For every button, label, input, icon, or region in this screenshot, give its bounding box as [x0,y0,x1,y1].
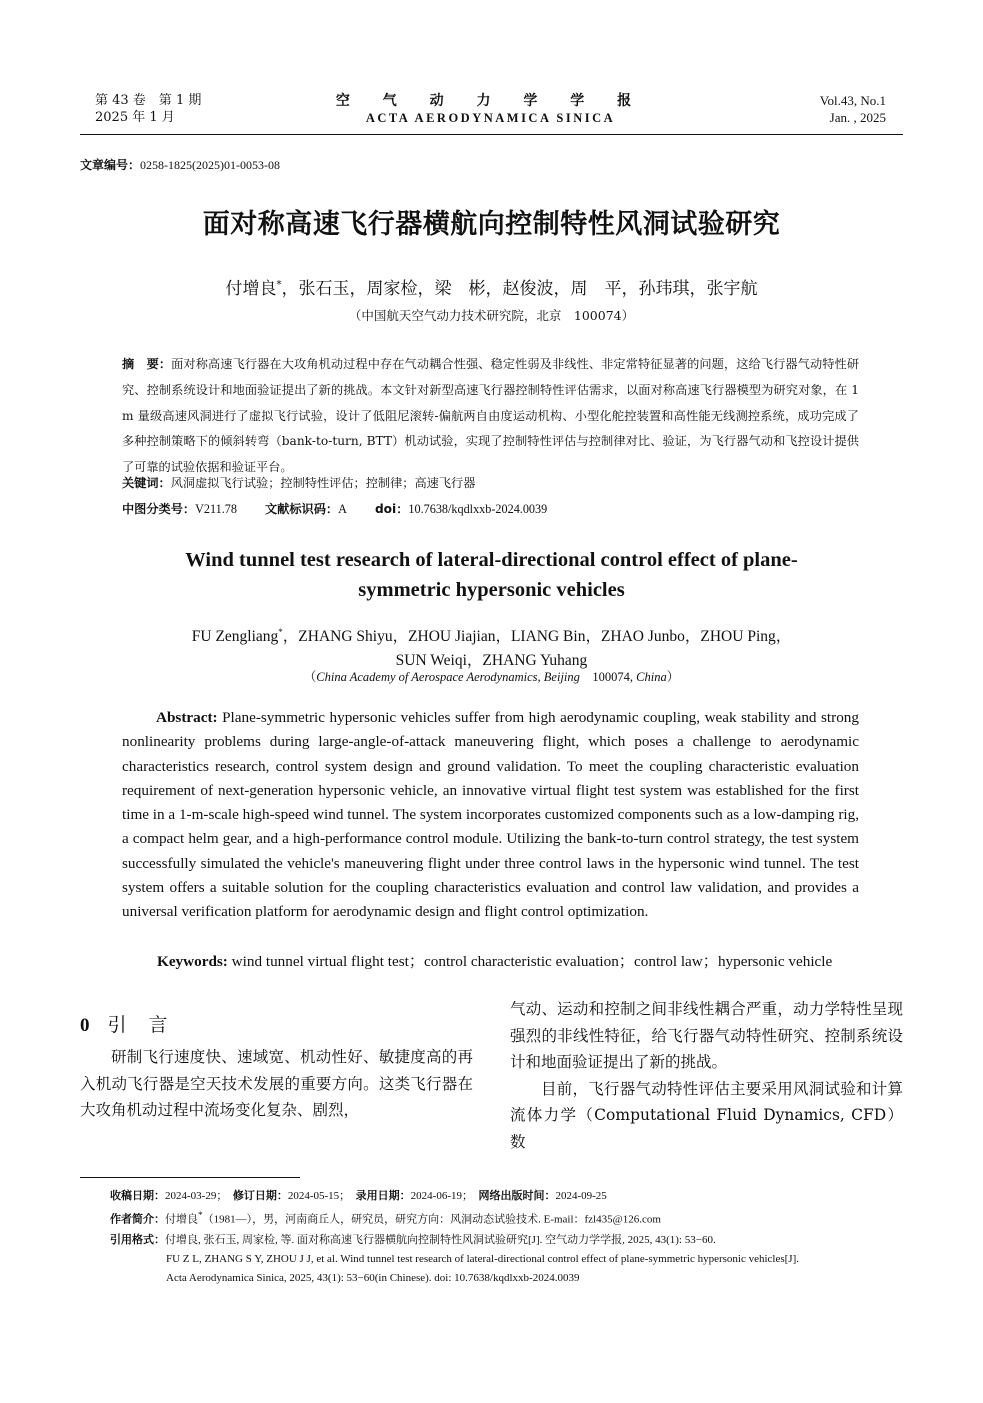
title-cn: 面对称高速飞行器横航向控制特性风洞试验研究 [202,209,781,240]
section-heading [80,1010,473,1044]
received-date: 2024-03-29； [165,1190,233,1202]
date-cn: 2025 年 1 月 [95,110,175,125]
section-title: 引言 [107,1014,190,1036]
header-right [820,92,886,126]
journal-name-cn: 空 气 动 力 学 学 报 [335,93,646,109]
journal-name-en: ACTA AERODYNAMICA SINICA [365,111,616,125]
article-number-label: 文章编号： [80,158,141,172]
revised-label: 修订日期： [232,1189,288,1202]
abstract-cn-label: 摘 要： [122,357,172,371]
abstract-en-label: Abstract: [156,709,218,726]
doi-value: 10.7638/kqdlxxb-2024.0039 [408,502,548,516]
author-bio-label: 作者简介： [110,1212,165,1226]
abstract-cn [122,352,859,481]
article-number-value: 0258-1825(2025)01-0053-08 [140,158,280,172]
body-paragraph: 研制飞行速度快、速域宽、机动性好、敏捷度高的再入机动飞行器是空天技术发展的重要方向。这类飞行器在大攻角机动过程中流场变化复杂、剧烈， [80,1048,473,1119]
journal-name [95,92,886,127]
body-paragraph: 目前，飞行器气动特性评估主要采用风洞试验和计算流体力学（Computational Fluid Dynamics, CFD）数 [510,1079,903,1151]
keywords-en [157,950,832,971]
title-en-text: Wind tunnel test research of lateral-directional control effect of plane-symmetric hypersonic vehicles [185,549,798,601]
affil-en-org: China Academy of Aerospace Aerodynamics, Beijing [316,670,580,684]
corresponding-mark-en: * [278,627,283,637]
author-bio-text: （1981—），男，河南商丘人，研究员，研究方向：风洞动态试验技术. E-mail：fzl435@126.com [202,1213,661,1226]
volume-issue-cn: 第 43 卷 第 1 期 [95,93,202,108]
affil-en-open: （ [303,670,317,684]
authors-cn [0,274,983,299]
citation-cn-text: 付增良, 张石玉, 周家检, 等. 面对称高速飞行器横航向控制特性风洞试验研究[J]. 空气动力学学报, 2025, 43(1): 53−60. [165,1233,716,1246]
doc-code-label: 文献标识码： [265,502,339,516]
author-bio-name: 付增良 [165,1213,198,1226]
article-number [80,156,280,173]
keywords-en-text: wind tunnel virtual flight test；control characteristic evaluation；control law；hypersonic vehicle [231,953,833,970]
keywords-en-label: Keywords: [157,953,228,970]
keywords-cn-text: 风洞虚拟飞行试验；控制特性评估；控制律；高速飞行器 [170,476,476,490]
citation-en-line1: FU Z L, ZHANG S Y, ZHOU J J, et al. Wind tunnel test research of lateral-directional control effect of plane-symmetric hypersonic vehicles[J]. [166,1252,799,1265]
running-header [95,92,886,132]
body-paragraph-continued: 气动、运动和控制之间非线性耦合严重，动力学特性呈现强烈的非线性特征，给飞行器气动特性研究、控制系统设计和地面验证提出了新的挑战。 [510,1000,903,1071]
clc-value: V211.78 [195,502,237,516]
abstract-en-text: Plane-symmetric hypersonic vehicles suffer from high aerodynamic coupling, weak stability and strong nonlinearity problems during large-angle-of-attack maneuvering flight, which poses a challenge to aerodynamic characteristics research, control system design and ground validation. To meet the coupling characteristic evaluation requirement of next-generation hypersonic vehicle, an innovative virtual flight test system was established for the first time in a 1-m-scale high-speed wind tunnel. The system incorporates customized components such as a low-damping rig, a compact helm gear, and a high-performance control module. Utilizing the bank-to-turn control strategy, the test system successfully simulated the vehicle's maneuvering flight under three control laws in the hypersonic wind tunnel. The test system offers a suitable solution for the coupling characteristics evaluation and control law validation, and provides a universal verification platform for aerodynamic design and flight control optimization. [122,709,859,921]
affiliation-cn: （中国航天空气动力技术研究院，北京 100074） [348,308,635,323]
citation-en-line2: Acta Aerodynamica Sinica, 2025, 43(1): 53−60(in Chinese). doi: 10.7638/kqdlxxb-2024.0039 [166,1271,580,1284]
doi-label: doi： [374,502,409,516]
title-en [0,545,983,605]
date-en: Jan. , 2025 [829,110,886,125]
abstract-cn-text: 面对称高速飞行器在大攻角机动过程中存在气动耦合性强、稳定性弱及非线性、非定常特征显著的问题，这给飞行器气动特性研究、控制系统设计和地面验证提出了新的挑战。本文针对新型高速飞行器控制特性评估需求，以面对称高速飞行器模型为研究对象，在 1 m 量级高速风洞进行了虚拟飞行试验，设计了低阻尼滚转-偏航两自由度运动机构、小型化舵控装置和高性能无线测控系统，成功完成了多种控制策略下的倾斜转弯（bank-to-turn, BTT）机动试验，实现了控制特性评估与控制律对比、验证，为飞行器气动和飞控设计提供了可靠的试验依据和验证平台。 [122,357,859,475]
classification-line [122,500,547,517]
citation-label: 引用格式： [110,1232,165,1246]
authors-en-line1 [0,620,983,649]
accepted-label: 录用日期： [355,1189,411,1202]
first-author-en: FU Zengliang [191,628,279,646]
affil-en-close: ） [666,670,680,684]
keywords-cn [122,474,475,491]
corresponding-mark: * [276,279,282,291]
footnote-rule [80,1177,300,1178]
first-author-cn: 付增良 [225,279,277,299]
received-label: 收稿日期： [110,1189,165,1202]
body-left-column [80,1010,473,1124]
other-authors-cn: ，张石玉，周家检，梁 彬，赵俊波，周 平，孙玮琪，张宇航 [281,279,758,299]
volume-issue-en: Vol.43, No.1 [819,93,886,108]
author-bio [110,1206,905,1230]
dates-line [110,1186,905,1206]
online-date: 2024-09-25 [555,1190,607,1202]
keywords-cn-label: 关键词： [122,476,171,490]
abstract-en [122,706,859,925]
header-rule [80,134,903,135]
authors-en-line2: SUN Weiqi，ZHANG Yuhang [395,652,588,670]
doc-code-value: A [338,502,347,516]
online-label: 网络出版时间： [478,1189,556,1202]
affiliation-en [0,667,983,685]
other-authors-en: ，ZHANG Shiyu，ZHOU Jiajian，LIANG Bin，ZHAO Junbo，ZHOU Ping， [282,628,792,646]
footnotes [110,1186,905,1288]
accepted-date: 2024-06-19； [410,1190,479,1202]
author-bio-mark: * [198,1210,203,1220]
affil-en-zip: 100074, [579,670,637,684]
revised-date: 2024-05-15； [287,1190,356,1202]
affil-en-country: China [636,670,667,684]
clc-label: 中图分类号： [122,502,196,516]
section-number: 0 [80,1015,90,1036]
citation-cn [110,1230,905,1250]
authors-en [0,620,983,673]
body-right-column [510,996,903,1155]
